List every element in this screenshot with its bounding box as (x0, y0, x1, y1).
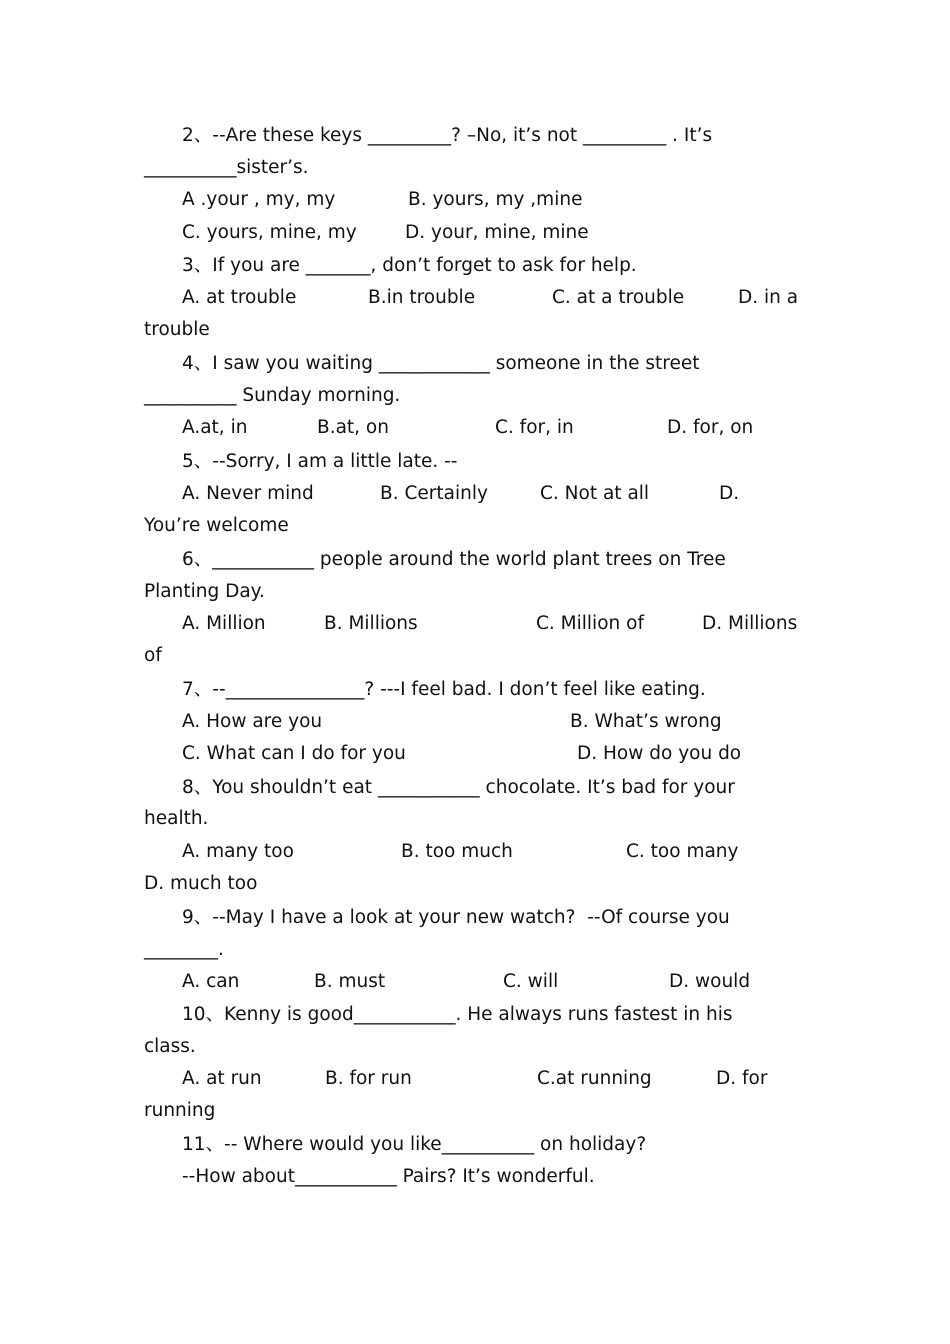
q10-option-d: D. for (716, 1068, 768, 1089)
q8-line2: health. (144, 808, 209, 829)
q5-option-a: A. Never mind (182, 483, 314, 504)
q4-option-a: A.at, in (182, 417, 248, 438)
q7-option-a: A. How are you (182, 711, 323, 732)
q2-line2: __________sister’s. (144, 157, 309, 178)
q6-line2: Planting Day. (144, 581, 265, 602)
q7-option-d: D. How do you do (577, 743, 742, 764)
q8-option-c: C. too many (626, 841, 739, 862)
q2-option-b: B. yours, my ,mine (408, 189, 583, 210)
q4-option-b: B.at, on (317, 417, 389, 438)
q8-option-b: B. too much (401, 841, 513, 862)
q6-option-d: D. Millions (702, 613, 798, 634)
q9-line1: 9、--May I have a look at your new watch? --Of course you (182, 907, 730, 928)
q8-line1: 8、You shouldn’t eat ___________ chocolate. It’s bad for your (182, 777, 735, 798)
q2-option-a: A .your , my, my (182, 189, 336, 210)
q2-line1: 2、--Are these keys _________? –No, it’s not _________ . It’s (182, 125, 713, 146)
q10-option-c: C.at running (537, 1068, 652, 1089)
q6-option-c: C. Million of (536, 613, 644, 634)
q3-option-d: D. in a (738, 287, 799, 308)
q5-option-d: D. (719, 483, 740, 504)
q5-option-c: C. Not at all (540, 483, 650, 504)
q4-option-d: D. for, on (667, 417, 754, 438)
q10-line1: 10、Kenny is good___________. He always runs fastest in his (182, 1004, 733, 1025)
q7-option-c: C. What can I do for you (182, 743, 406, 764)
q4-line2: __________ Sunday morning. (144, 385, 401, 406)
q5-option-b: B. Certainly (380, 483, 488, 504)
q10-option-b: B. for run (325, 1068, 412, 1089)
q7-option-b: B. What’s wrong (570, 711, 722, 732)
q6-line1: 6、___________ people around the world plant trees on Tree (182, 549, 726, 570)
q4-option-c: C. for, in (495, 417, 574, 438)
q10-line2: class. (144, 1036, 196, 1057)
q5-line1: 5、--Sorry, I am a little late. -- (182, 451, 458, 472)
q4-line1: 4、I saw you waiting ____________ someone in the street (182, 353, 700, 374)
q11-line1: 11、-- Where would you like__________ on holiday? (182, 1134, 647, 1155)
q3-option-b: B.in trouble (368, 287, 476, 308)
q2-option-c: C. yours, mine, my (182, 222, 357, 243)
q6-option-a: A. Million (182, 613, 266, 634)
q9-option-b: B. must (314, 971, 386, 992)
q6-option-b: B. Millions (324, 613, 418, 634)
q2-option-d: D. your, mine, mine (405, 222, 589, 243)
q8-option-d: D. much too (144, 873, 258, 894)
q3-option-c: C. at a trouble (552, 287, 685, 308)
q9-option-a: A. can (182, 971, 240, 992)
q5-option-d-continued: You’re welcome (144, 515, 289, 536)
q9-option-d: D. would (669, 971, 751, 992)
q9-line2: ________. (144, 939, 224, 960)
q10-option-d-continued: running (144, 1100, 216, 1121)
q3-line1: 3、If you are _______, don’t forget to ask for help. (182, 255, 637, 276)
q7-line1: 7、--_______________? ---I feel bad. I don’t feel like eating. (182, 679, 706, 700)
q6-option-d-continued: of (144, 645, 162, 666)
q9-option-c: C. will (503, 971, 559, 992)
q3-option-d-continued: trouble (144, 319, 210, 340)
q8-option-a: A. many too (182, 841, 294, 862)
q11-line2: --How about___________ Pairs? It’s wonderful. (182, 1166, 595, 1187)
q10-option-a: A. at run (182, 1068, 262, 1089)
q3-option-a: A. at trouble (182, 287, 297, 308)
